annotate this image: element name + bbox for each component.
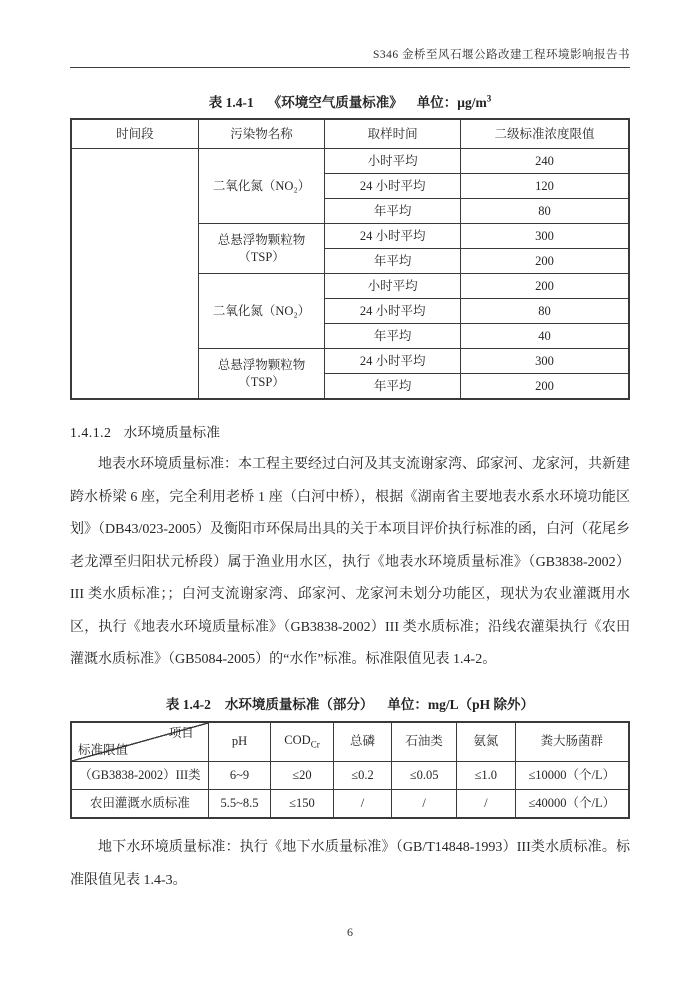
limit-cell: 200	[460, 374, 629, 400]
limit-cell: 80	[460, 299, 629, 324]
limit-cell: 40	[460, 324, 629, 349]
sample-time-cell: 24 小时平均	[325, 174, 461, 199]
value-cell: 5.5~8.5	[208, 789, 270, 818]
air-quality-standard-table	[70, 118, 630, 400]
pollutant-cell: 二氧化氮（NO₂）	[198, 274, 325, 349]
value-cell: ≤0.2	[333, 761, 392, 789]
sample-time-cell: 24 小时平均	[325, 349, 461, 374]
period-cell	[71, 149, 198, 400]
limit-cell: 80	[460, 199, 629, 224]
value-cell: ≤150	[271, 789, 333, 818]
limit-cell: 240	[460, 149, 629, 174]
table-row	[71, 149, 629, 174]
value-cell: /	[392, 789, 457, 818]
sample-time-cell: 24 小时平均	[325, 224, 461, 249]
sample-time-cell: 24 小时平均	[325, 299, 461, 324]
col-header-pollutant: 污染物名称	[198, 119, 325, 149]
limit-cell: 120	[460, 174, 629, 199]
table1-caption-unit-sup: 3	[486, 93, 492, 104]
section-number: 1.4.1.2	[70, 425, 112, 440]
sample-time-cell: 年平均	[325, 199, 461, 224]
pollutant-cell: 总悬浮物颗粒物（TSP）	[198, 224, 325, 274]
diagonal-header-cell	[71, 722, 208, 762]
table1-caption-label: 表 1.4-1	[208, 95, 254, 110]
value-cell: ≤10000（个/L）	[515, 761, 629, 789]
table2-caption	[70, 693, 630, 713]
col-header-cod: $COD_{Cr}$	[271, 722, 333, 762]
col-header-period: 时间段	[71, 119, 198, 149]
body-paragraph-groundwater: 地下水环境质量标准：执行《地下水质量标准》（GB/T14848-1993）III类水质标准。标准限值见表 1.4-3。	[70, 839, 630, 888]
diagonal-label-item: 项目	[168, 725, 194, 740]
pollutant-cell: 总悬浮物颗粒物（TSP）	[198, 349, 325, 400]
sample-time-cell: 小时平均	[325, 149, 461, 174]
sample-time-cell: 小时平均	[325, 274, 461, 299]
section-heading	[70, 421, 630, 441]
col-header-ph: pH	[208, 722, 270, 762]
diagonal-label-standard: 标准限值	[78, 742, 129, 757]
table-header-row	[71, 119, 629, 149]
col-header-limit: 二级标准浓度限值	[460, 119, 629, 149]
body-paragraph-surface-water: 地表水环境质量标准：本工程主要经过白河及其支流谢家湾、邱家河、龙家河，共新建跨水桥梁 6 座，完全利用老桥 1 座（白河中桥），根据《湖南省主要地表水系水环境功能区划》（DB43/023-2005）及衡阳市环保局出具的关于本项目评价执行标准的函，白河（花尾乡老龙潭至归阳状元桥段）属于渔业用水区，执行《地表水环境质量标准》（GB3838-2002）III 类水质标准；；白河支流谢家湾、邱家河、龙家河未划分功能区，现状为农业灌溉用水区，执行《地表水环境质量标准》（GB3838-2002）III 类水质标准；沿线农灌渠执行《农田灌溉水质标准》（GB5084-2005）的“水作”标准。标准限值见表 1.4-2。	[70, 457, 630, 667]
limit-cell: 200	[460, 274, 629, 299]
section-title: 水环境质量标准	[123, 425, 221, 440]
running-header-text: S346 金桥至风石堰公路改建工程环境影响报告书	[372, 49, 630, 61]
standard-label-cell: （GB3838-2002）III类	[71, 761, 208, 789]
table-header-row	[71, 722, 629, 762]
value-cell: ≤40000（个/L）	[515, 789, 629, 818]
sample-time-cell: 年平均	[325, 249, 461, 274]
value-cell: ≤0.05	[392, 761, 457, 789]
limit-cell: 200	[460, 249, 629, 274]
value-cell: /	[457, 789, 516, 818]
table1-caption-unit: 单位：μg/m	[416, 95, 487, 110]
table1-caption-title: 《环境空气质量标准》	[267, 95, 403, 110]
value-cell: ≤20	[271, 761, 333, 789]
limit-cell: 300	[460, 224, 629, 249]
col-header-sample-time: 取样时间	[325, 119, 461, 149]
value-cell: ≤1.0	[457, 761, 516, 789]
table2-caption-title: 水环境质量标准（部分）	[224, 696, 374, 712]
sample-time-cell: 年平均	[325, 374, 461, 400]
table2-caption-label: 表 1.4-2	[165, 696, 211, 712]
col-header-total-phosphorus: 总磷	[333, 722, 392, 762]
col-header-petroleum: 石油类	[392, 722, 457, 762]
value-cell: 6~9	[208, 761, 270, 789]
water-quality-standard-table	[70, 721, 630, 819]
running-header	[70, 46, 630, 68]
limit-cell: 300	[460, 349, 629, 374]
pollutant-cell: 二氧化氮（NO₂）	[198, 149, 325, 224]
sample-time-cell: 年平均	[325, 324, 461, 349]
value-cell: /	[333, 789, 392, 818]
page-number: 6	[347, 925, 353, 939]
standard-label-cell: 农田灌溉水质标准	[71, 789, 208, 818]
table1-caption	[70, 91, 630, 111]
col-header-ammonia: 氨氮	[457, 722, 516, 762]
table-row	[71, 789, 629, 818]
table-row	[71, 761, 629, 789]
table2-caption-unit: 单位：mg/L（pH 除外）	[387, 696, 535, 712]
col-header-coliform: 粪大肠菌群	[515, 722, 629, 762]
